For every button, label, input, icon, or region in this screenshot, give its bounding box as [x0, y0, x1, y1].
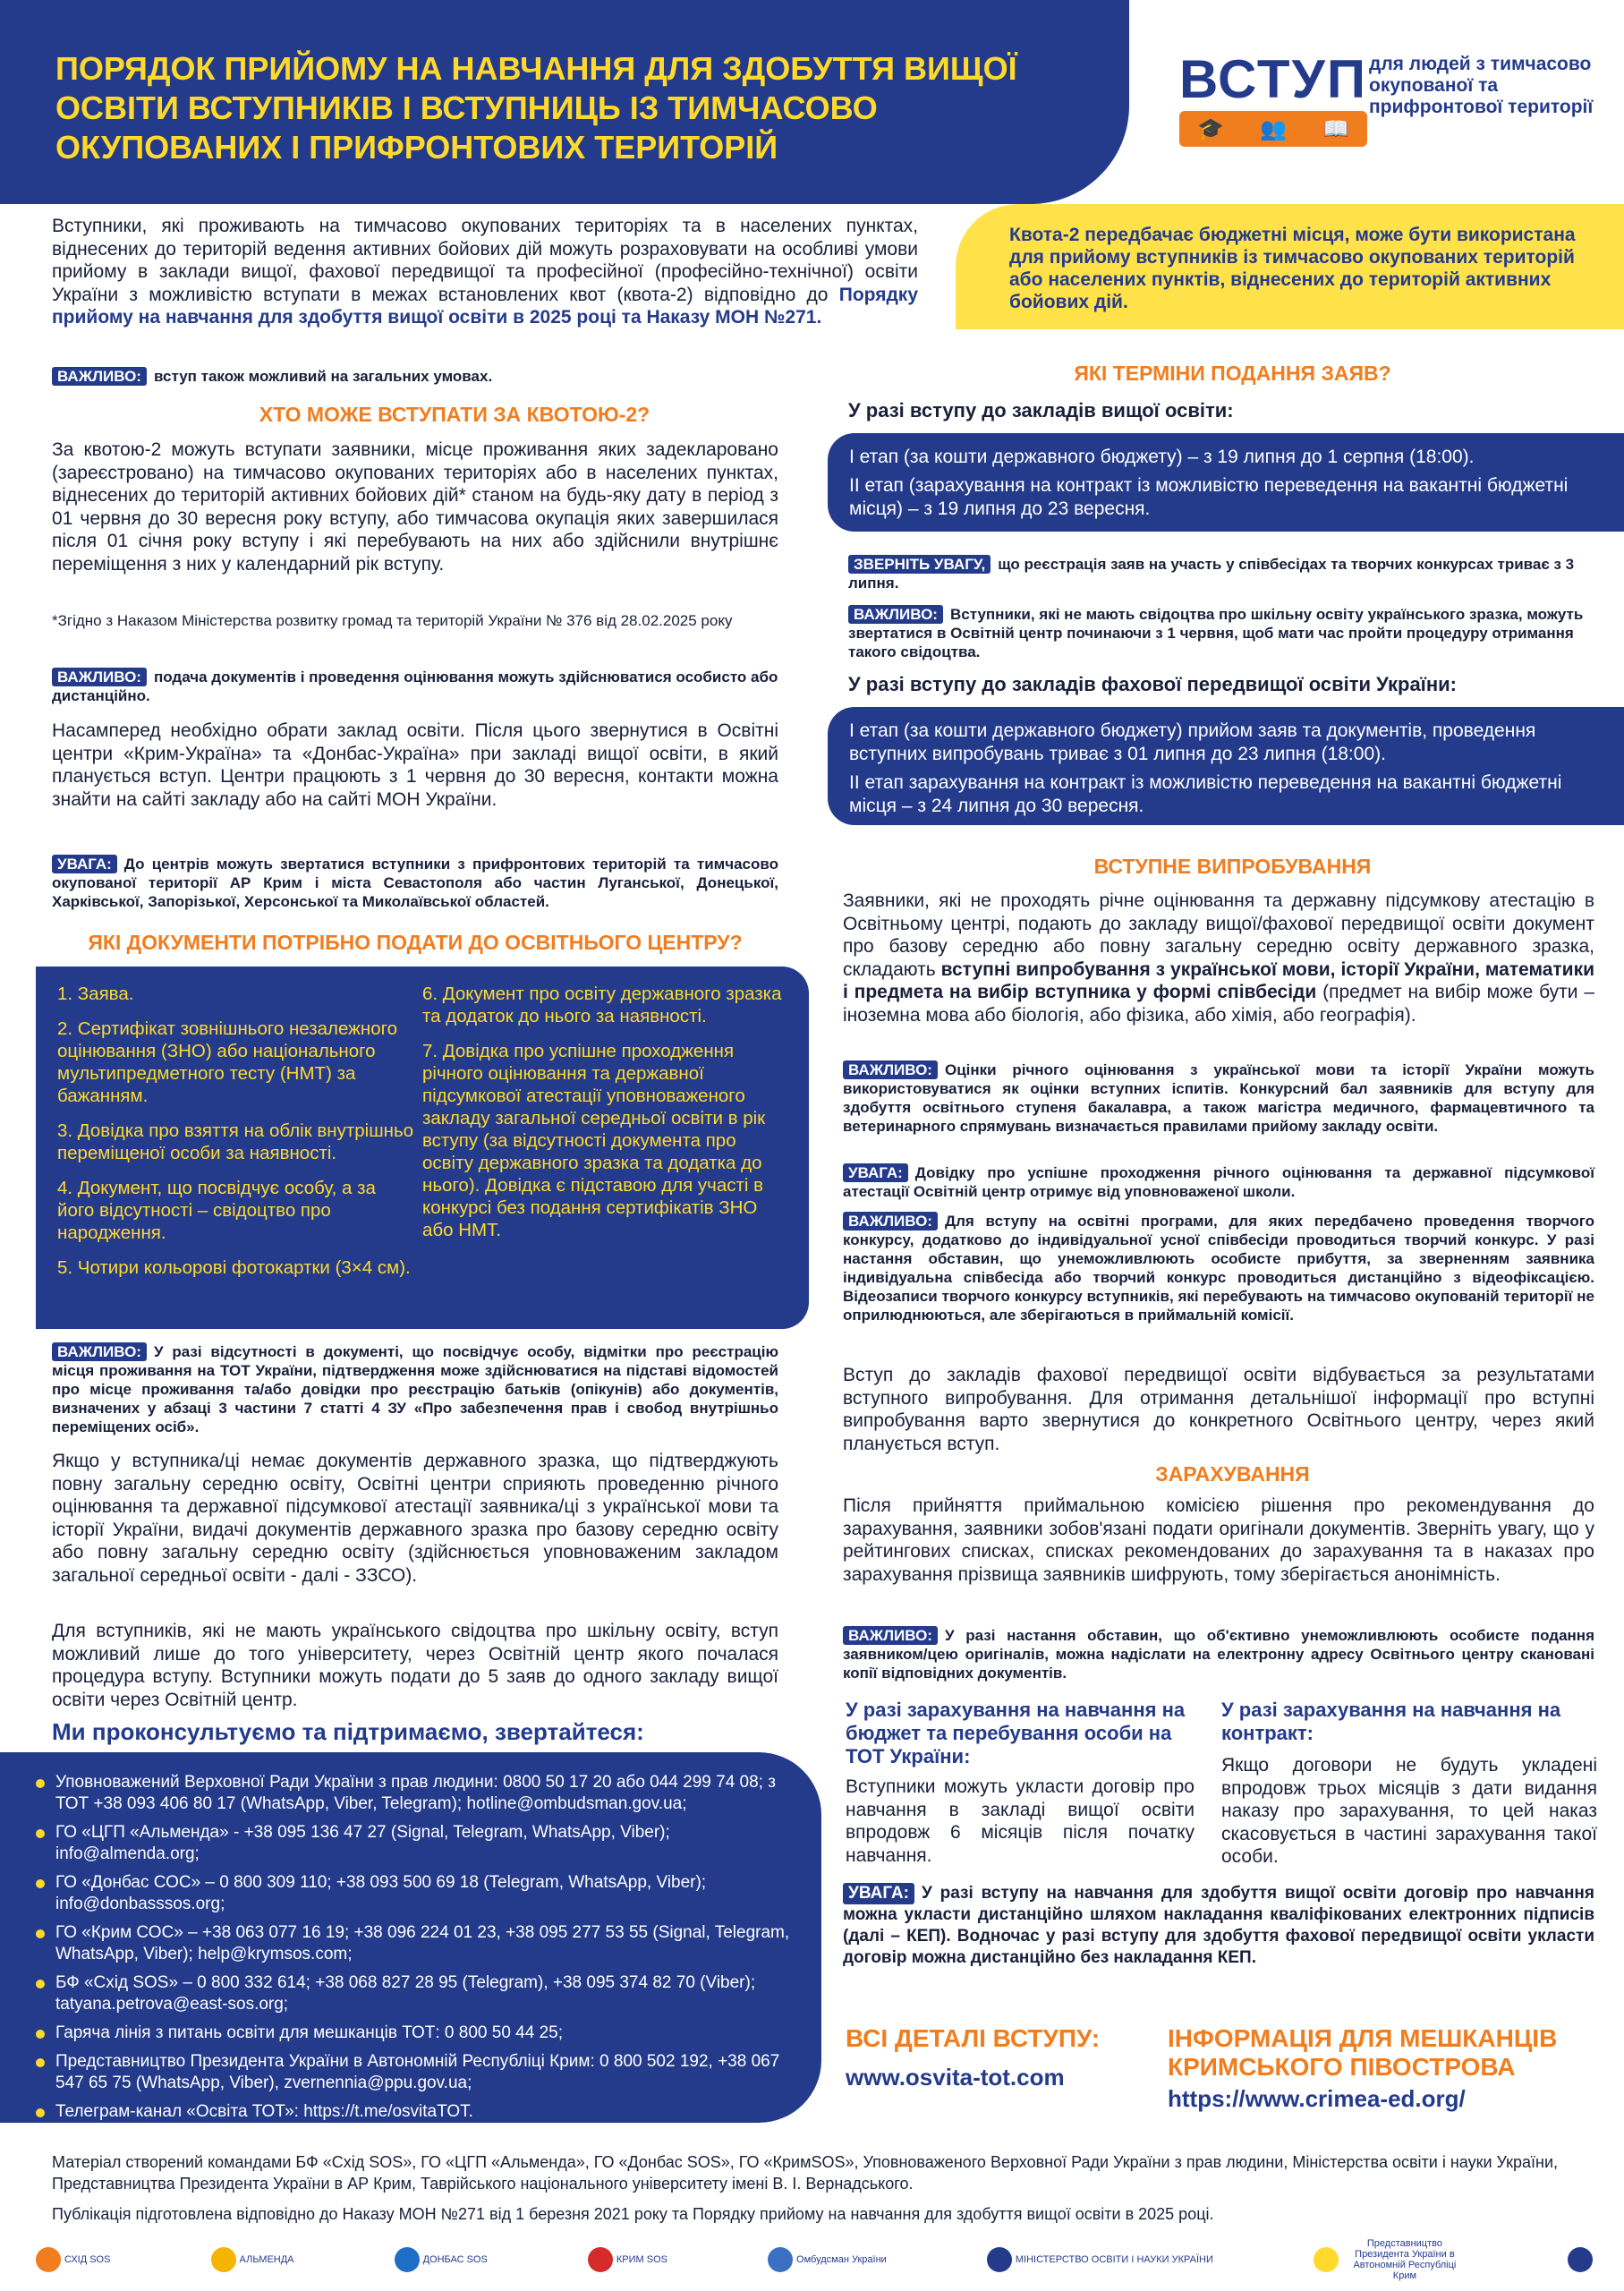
- partners-row: [36, 2237, 1593, 2282]
- contact-telegram: Телеграм-канал «Освіта ТОТ»: https://t.me/osvitaTOT.: [36, 2101, 795, 2123]
- footnote: *Згідно з Наказом Міністерства розвитку громад та територій України № 376 від 28.02.2025 року: [52, 612, 733, 629]
- contact-donbas-sos: ГО «Донбас СОС» – 0 800 309 110; +38 093 500 69 18 (Telegram, WhatsApp, Viber); info@donbasssos.org;: [36, 1872, 795, 1915]
- doc-item-6: 6. Документ про освіту державного зразка та додаток до нього за наявності.: [422, 984, 782, 1026]
- higher-stages-box: [828, 433, 1624, 532]
- partner-logo-president-rep: Представництво Президента України в Автономній Республіці Крим: [1314, 2238, 1467, 2281]
- centers-text: Насамперед необхідно обрати заклад освіти. Після цього звернутися в Освітні центри «Крим-Україна» та «Донбас-Україна» при закладі вищої освіти, в який планується вступ. Центри працюють з 1 червня до 30 вересня, контакти можна знайти на сайті закладу або на сайті МОН України.: [52, 720, 778, 810]
- docs-box: [36, 967, 809, 1329]
- notice-registration: ЗВЕРНІТЬ УВАГУ, що реєстрація заяв на участь у співбесідах та творчих конкурсах триває з 3 липня.: [848, 556, 1575, 592]
- important-4: ВАЖЛИВО: Вступники, які не мають свідоцтва про шкільну освіту українського зразка, можуть звертатися в Освітній центр починаючи з 1 червня, щоб мати час пройти процедуру отримання такого свідоцтва.: [848, 606, 1584, 660]
- crimea-title: ІНФОРМАЦІЯ ДЛЯ МЕШКАНЦІВ КРИМСЬКОГО ПІВОСТРОВА: [1168, 2024, 1558, 2081]
- page-title: ПОРЯДОК ПРИЙОМУ НА НАВЧАННЯ ДЛЯ ЗДОБУТТЯ ВИЩОЇ ОСВІТИ ВСТУПНИКІВ І ВСТУПНИЦЬ ІЗ ТИМЧАСОВО ОКУПОВАНИХ І ПРИФРОНТОВИХ ТЕРИТОРІЙ: [55, 50, 1017, 166]
- contact-hotline: Гаряча лінія з питань освіти для мешканців ТОТ: 0 800 50 44 25;: [36, 2023, 795, 2044]
- partner-logo-mon: МІНІСТЕРСТВО ОСВІТИ І НАУКИ УКРАЇНИ: [987, 2247, 1213, 2272]
- people-icon: 👥: [1260, 116, 1287, 141]
- enroll-title: ЗАРАХУВАННЯ: [1155, 1462, 1310, 1486]
- higher-stage-2: ІІ етап (зарахування на контракт із можливістю переведення на вакантні бюджетні місця) – з 19 липня до 23 вересня.: [849, 475, 1569, 519]
- budget-text: Вступники можуть укласти договір про навчання в закладі вищої освіти впродовж 6 місяців після початку навчання.: [846, 1776, 1195, 1866]
- higher-subtitle: У разі вступу до закладів вищої освіти:: [848, 399, 1234, 422]
- exam-title: ВСТУПНЕ ВИПРОБУВАННЯ: [1093, 855, 1372, 878]
- important-6: ВАЖЛИВО: Для вступу на освітні програми, для яких передбачено проведення творчого конкурсу, додатково до індивідуальної усної співбесіди проводиться творчий конкурс. У разі настання обставин, що унеможливлюють особисте прибуття, за зверненням заявника індивідуальна співбесіда або творчий конкурс проводиться дистанційно з відеофіксацією. Відеозаписи творчого конкурсу вступників, які перебувають на тимчасово окупованій території не оприлюднюються, але зберігаються в приймальній комісії.: [843, 1213, 1594, 1324]
- logo-icons: [1179, 111, 1367, 147]
- doc-item-7: 7. Довідка про успішне проходження річного оцінювання та державної підсумкової атестації уповноваженого закладу загальної середньої освіти в рік вступу (за відсутності документа про освіту державного зразка та додатка до нього). Довідка є підставою для участі в конкурсі без подання сертифікатів ЗНО або НМТ.: [422, 1041, 766, 1240]
- contact-skhid-sos: БФ «Схід SOS» – 0 800 332 614; +38 068 827 28 95 (Telegram), +38 095 374 82 70 (Viber); tatyana.petrova@east-sos.org;: [36, 1972, 795, 2015]
- contract-title: У разі зарахування на навчання на контракт:: [1221, 1699, 1561, 1744]
- intro-paragraph: Вступники, які проживають на тимчасово окупованих територіях та в населених пунктах, віднесених до територій ведення активних бойових дій можуть розраховувати на особливі умови прийому в заклади вищої, фахової передвищої та професійної (професійно-технічної) освіти України з можливістю вступати в межах встановлених квот (квота-2) відповідно до Порядку прийому на навчання для здобуття вищої освіти в 2025 році та Наказу МОН №271.: [52, 216, 918, 328]
- contacts-box: [0, 1752, 821, 2123]
- terms-title: ЯКІ ТЕРМІНИ ПОДАННЯ ЗАЯВ?: [1074, 362, 1391, 385]
- prof-exam-text: Вступ до закладів фахової передвищої освіти відбувається за результатами вступного випробування. Для отримання детальнішої інформації про вступні випробування варто звернутися до конкретного Освітнього центру, через який планується вступ.: [843, 1365, 1594, 1454]
- doc-item-3: 3. Довідка про взяття на облік внутрішньо переміщеної особи за наявності.: [57, 1120, 414, 1163]
- logo: [1179, 49, 1367, 147]
- enroll-text: Після прийняття приймальною комісією рішення про рекомендування до зарахування, заявники зобов'язані подати оригінали документів. Зверніть увагу, що у рейтингових списках, списках рекомендованих до зарахування та в наказах про зарахування прізвища заявників шифрують, тому зберігається анонімність.: [843, 1495, 1594, 1585]
- partner-logo-skhid-sos: СХІД SOS: [36, 2247, 110, 2272]
- who-title: ХТО МОЖЕ ВСТУПАТИ ЗА КВОТОЮ-2?: [259, 403, 650, 426]
- docs-title: ЯКІ ДОКУМЕНТИ ПОТРІБНО ПОДАТИ ДО ОСВІТНЬОГО ЦЕНТРУ?: [88, 931, 743, 954]
- partner-logo-almenda: АЛЬМЕНДА: [211, 2247, 294, 2272]
- attention-3: УВАГА: У разі вступу на навчання для здобуття вищої освіти договір про навчання можна укласти дистанційно шляхом накладання кваліфікованих електронних підписів (далі – КЕП). Водночас у разі вступу для здобуття фахової передвищої освіти укласти договір можна дистанційно без накладання КЕП.: [843, 1884, 1594, 1967]
- contact-ombudsman: Уповноважений Верховної Ради України з прав людини: 0800 50 17 20 або 044 299 74 08; з ТОТ +38 093 406 80 17 (WhatsApp, Viber, Telegram); hotline@ombudsman.gov.ua;: [36, 1772, 795, 1815]
- details-url-link[interactable]: www.osvita-tot.com: [846, 2064, 1065, 2091]
- contract-text: Якщо договори не будуть укладені впродовж трьох місяців з дати видання наказу про зарахування, то цей наказ скасовується в частині зарахування такої особи.: [1221, 1755, 1597, 1867]
- intro-link: Порядку прийому на навчання для здобуття вищої освіти в 2025 році та Наказу МОН №271.: [52, 284, 918, 328]
- attention-2: УВАГА: Довідку про успішне проходження річного оцінювання та державної підсумкової атестації Освітній центр отримує від уповноваженої школи.: [843, 1164, 1594, 1200]
- partner-logo-ombudsman: Омбудсман України: [768, 2247, 887, 2272]
- doc-item-2: 2. Сертифікат зовнішнього незалежного оцінювання (ЗНО) або національного мультипредметного тесту (НМТ) за бажанням.: [57, 1018, 398, 1106]
- important-3: ВАЖЛИВО: У разі відсутності в документі, що посвідчує особу, відмітки про реєстрацію місця проживання на ТОТ України, підтвердження може здійснюватися на підставі відомостей про місце проживання та/або довідки про реєстрацію батьків (опікунів) або документів, визначених у абзаці 3 частини 7 статті 4 ЗУ «Про забезпечення прав і свобод внутрішньо переміщених осіб».: [52, 1343, 778, 1435]
- important-1: ВАЖЛИВО: вступ також можливий на загальних умовах.: [52, 367, 918, 386]
- book-icon: 📖: [1322, 116, 1349, 141]
- header-banner: [0, 0, 1129, 204]
- who-text: За квотою-2 можуть вступати заявники, місце проживання яких задекларовано (зареєстровано) на тимчасово окупованих територіях або в населених пунктах, віднесених до територій активних бойових дій* станом на будь-яку дату в період з 01 червня до 30 вересня року вступу, або тимчасова окупація яких завершилася після 01 січня року вступу і які перебувають на них або здійснили внутрішнє переміщення з них у календарний рік вступу.: [52, 439, 778, 575]
- prof-stage-2: ІІ етап зарахування на контракт із можливістю переведення на вакантні бюджетні місця – з 24 липня до 30 вересня.: [849, 772, 1562, 816]
- university-logo-icon: [1568, 2247, 1593, 2272]
- doc-item-5: 5. Чотири кольорові фотокартки (3×4 см).: [57, 1257, 411, 1278]
- quota-box: Квота-2 передбачає бюджетні місця, може бути використана для прийому вступників із тимчасово окупованих територій або населених пунктів, віднесених до територій активних бойових дій.: [956, 204, 1624, 329]
- budget-title: У разі зарахування на навчання на бюджет та перебування особи на ТОТ України:: [846, 1699, 1186, 1767]
- prof-stage-1: І етап (за кошти державного бюджету) прийом заяв та документів, проведення вступних випробувань триває з 01 липня до 23 липня (18:00).: [849, 720, 1536, 764]
- consult-title: Ми проконсультуємо та підтримаємо, звертайтеся:: [52, 1718, 644, 1745]
- footer-credits: Матеріал створений командами БФ «Схід SOS», ГО «ЦГП «Альменда», ГО «Донбас SOS», ГО «КримSOS», Уповноваженого Верховної Ради України з прав людини, Міністерства освіти і науки України, Представництва Президента України в АР Крим, Таврійського національного університету імені В. І. Вернадського.: [52, 2153, 1559, 2193]
- partner-logo-krym-sos: КРИМ SOS: [588, 2247, 667, 2272]
- contact-president-rep: Представництво Президента України в Автономній Республіці Крим: 0 800 502 192, +38 067 547 65 75 (WhatsApp, Viber), zvernennia@ppu.gov.ua;: [36, 2051, 795, 2094]
- doc-item-1: 1. Заява.: [57, 984, 134, 1004]
- logo-word: ВСТУП: [1179, 49, 1367, 109]
- exam-text: Заявники, які не проходять річне оцінювання та державну підсумкову атестацію в Освітньому центрі, подають до закладу вищої/фахової передвищої освіти документ про базову середню або повну загальну середню освіту державного зразка, складають вступні випробування з української мови, історії України, математики і предмета на вибір вступника у формі співбесіди (предмет на вибір може бути – іноземна мова або біологія, або фізика, або хімія, або географія).: [843, 890, 1594, 1026]
- important-7: ВАЖЛИВО: У разі настання обставин, що об'єктивно унеможливлюють особисте подання заявником/цею оригіналів, можна надіслати на електронну адресу Освітнього центру скановані копії відповідних документів.: [843, 1627, 1594, 1682]
- doc-item-4: 4. Документ, що посвідчує особу, а за його відсутності – свідоцтво про народження.: [57, 1178, 376, 1243]
- details-title: ВСІ ДЕТАЛІ ВСТУПУ:: [846, 2024, 1101, 2052]
- logo-subtitle: для людей з тимчасово окупованої та прифронтової території: [1369, 54, 1594, 117]
- contact-krym-sos: ГО «Крим СОС» – +38 063 077 16 19; +38 096 224 01 23, +38 095 277 53 55 (Signal, Telegram, WhatsApp, Viber); help@krymsos.com;: [36, 1922, 795, 1965]
- prof-subtitle: У разі вступу до закладів фахової передвищої освіти України:: [848, 673, 1458, 695]
- prof-stages-box: [828, 707, 1624, 825]
- no-docs-text: Якщо у вступника/ці немає документів державного зразка, що підтверджують повну загальну середню освіту, Освітні центри сприяють проведенню річного оцінювання та державної підсумкової атестації заявника/ці з української мови та історії України, видачі документів державного зразка про базову середню освіту або повну загальну середню освіту (здійснюється уповноваженим закладом загальної середньої освіти - далі - ЗЗСО).: [52, 1451, 778, 1586]
- higher-stage-1: І етап (за кошти державного бюджету) – з 19 липня до 1 серпня (18:00).: [849, 447, 1475, 467]
- important-2: ВАЖЛИВО: подача документів і проведення оцінювання можуть здійснюватися особисто або дистанційно.: [52, 669, 778, 704]
- contact-almenda: ГО «ЦГП «Альменда» - +38 095 136 47 27 (Signal, Telegram, WhatsApp, Viber); info@almenda.org;: [36, 1822, 795, 1865]
- crimea-url-link[interactable]: https://www.crimea-ed.org/: [1168, 2085, 1466, 2112]
- attention-1: УВАГА: До центрів можуть звертатися вступники з прифронтових територій та тимчасово окупованої території АР Крим і міста Севастополя або частин Луганської, Донецької, Харківської, Запорізької, Херсонської та Миколаївської областей.: [52, 856, 778, 910]
- partner-logo-donbas-sos: ДОНБАС SOS: [395, 2247, 488, 2272]
- no-cert-text: Для вступників, які не мають українського свідоцтва про шкільну освіту, вступ можливий лише до того університету, через Освітній центр якого почалася процедура вступу. Вступники можуть подати до 5 заяв до одного закладу вищої освіти через Освітній центр.: [52, 1621, 778, 1710]
- important-5: ВАЖЛИВО: Оцінки річного оцінювання з української мови та історії України можуть використовуватися як оцінки вступних іспитів. Конкурсний бал заявників для вступу для здобуття освітнього ступеня бакалавра, а також магістра медичного, фармацевтичного та ветеринарного спрямувань визначається правилами прийому закладу освіти.: [843, 1061, 1594, 1135]
- footer-publication: Публікація підготовлена відповідно до Наказу МОН №271 від 1 березня 2021 року та Порядку прийому на навчання для здобуття вищої освіти в 2025 році.: [52, 2205, 1214, 2223]
- graduation-cap-icon: 🎓: [1197, 116, 1224, 141]
